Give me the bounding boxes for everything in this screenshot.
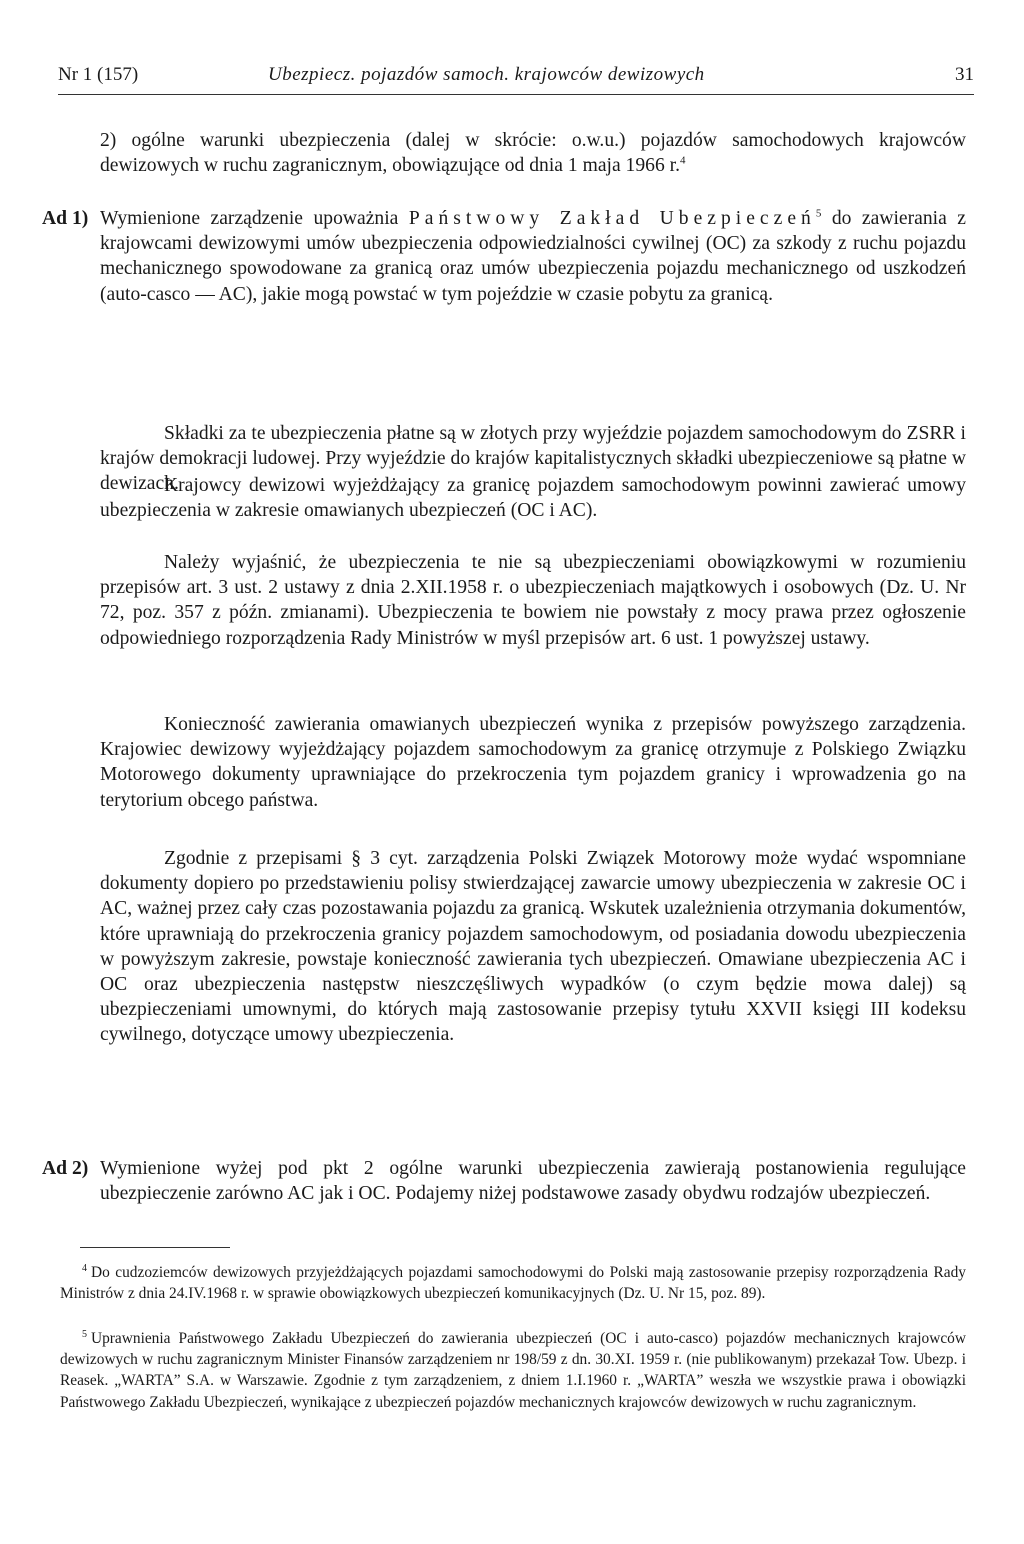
ad-2-paragraph-1: Wymienione wyżej pod pkt 2 ogólne warunki ubezpieczenia zawierają postanowienia regulujące ubezpieczenie zarówno AC jak i OC. Podajemy niżej podstawowe zasady obydwu rodzajów ubezpieczeń. — [100, 1158, 966, 1205]
item-2-text: 2) ogólne warunki ubezpieczenia (dalej w skrócie: o.w.u.) pojazdów samochodowych krajowców dewizowych w ruchu zagranicznym, obowiązujące od dnia 1 maja 1966 r. — [100, 130, 966, 177]
ad-1-paragraph-3: Krajowcy dewizowi wyjeżdżający za granicę pojazdem samochodowym powinni zawierać umowy ubezpieczenia w zakresie omawianych ubezpieczeń (OC i AC). — [100, 475, 966, 522]
running-title: Ubezpiecz. pojazdów samoch. krajowców dewizowych — [268, 64, 705, 85]
item-2-paragraph — [100, 128, 966, 178]
footnote-4-text: Do cudzoziemców dewizowych przyjeżdżających pojazdami samochodowymi do Polski mają zastosowanie przepisy rozporządzenia Rady Ministrów z dnia 24.IV.1968 r. w sprawie obowiązkowych ubezpieczeń komunikacyjnych (Dz. U. Nr 15, poz. 89). — [60, 1264, 966, 1303]
ad-1-p1-end: do zawierania z krajowcami dewizowymi umów ubezpieczenia odpowiedzialności cywilnej (OC) za szkody z ruchu pojazdu mechanicznego spowodowane za granicą oraz umów ubezpieczenia pojazdu mechanicznego od uszkodzeń (auto-casco — AC), jakie mogą powstać w tym pojeździe w czasie pobytu za granicą. — [100, 208, 966, 305]
ad-1-paragraph-1 — [100, 206, 966, 307]
ad-1-label: Ad 1) — [42, 208, 89, 229]
ad-2-label: Ad 2) — [42, 1158, 89, 1179]
ad-1-p1-start: Wymienione zarządzenie upoważnia — [100, 208, 399, 229]
footnote-5 — [60, 1328, 966, 1413]
footnote-4 — [60, 1262, 966, 1304]
issue-number: Nr 1 (157) — [58, 64, 139, 85]
ad-1-paragraph-6: Zgodnie z przepisami § 3 cyt. zarządzenia Polski Związek Motorowy może wydać wspomniane dokumenty dopiero po przedstawieniu polisy stwierdzającej zawarcie umowy ubezpieczenia w zakresie OC i AC, ważnej przez cały czas pozostawania pojazdu za granicą. Wskutek uzależnienia otrzymania dokumentów, które uprawniają do przekroczenia granicy pojazdem samochodowym, od posiadania dowodu ubezpieczenia w powyższym zakresie, powstaje konieczność zawierania tych ubezpieczeń. Omawiane ubezpieczenia AC i OC oraz ubezpieczenia następstw nieszczęśliwych wypadków (o czym będzie mowa dalej) są ubezpieczeniami umownymi, do których mają zastosowanie przepisy tytułu XXVII księgi III kodeksu cywilnego, dotyczące umowy ubezpieczenia. — [100, 848, 966, 1046]
ad-1-paragraph-5: Konieczność zawierania omawianych ubezpieczeń wynika z przepisów powyższego zarządzenia. Krajowiec dewizowy wyjeżdżający pojazdem samochodowym za granicę otrzymuje z Polskiego Związku Motorowego dokumenty uprawniające do przekroczenia tym pojazdem granicy i wprowadzenia go na terytorium obcego państwa. — [100, 714, 966, 811]
pzu-spaced-name: Państwowy Zakład Ubezpieczeń — [408, 208, 816, 229]
footnote-separator — [80, 1247, 230, 1248]
header-rule — [58, 94, 974, 95]
footnote-5-mark: 5 — [82, 1328, 87, 1340]
running-header — [58, 64, 974, 94]
footnote-4-mark: 4 — [82, 1262, 87, 1274]
ad-1-paragraph-2: Składki za te ubezpieczenia płatne są w złotych przy wyjeździe pojazdem samochodowym do ZSRR i krajów demokracji ludowej. Przy wyjeździe do krajów kapitalistycznych składki ubezpieczeniowe są płatne w dewizach. — [100, 423, 966, 495]
footnote-5-text: Uprawnienia Państwowego Zakładu Ubezpieczeń do zawierania ubezpieczeń (OC i auto-casco) pojazdów mechanicznych krajowców dewizowych w ruchu zagranicznym Minister Finansów zarządzeniem nr 198/59 z dn. 30.XI. 1959 r. (nie publikowanym) przekazał Tow. Ubezp. i Reasek. „WARTA” S.A. w Warszawie. Zgodnie z tym zarządzeniem, z dniem 1.I.1960 r. „WARTA” weszła we wszystkie prawa i obowiązki Państwowego Zakładu Ubezpieczeń, wynikające z ubezpieczeń pojazdów mechanicznych krajowców dewizowych w ruchu zagranicznym. — [60, 1330, 966, 1411]
ad-1-paragraph-4: Należy wyjaśnić, że ubezpieczenia te nie są ubezpieczeniami obowiązkowymi w rozumieniu przepisów art. 3 ust. 2 ustawy z dnia 2.XII.1958 r. o ubezpieczeniach majątkowych i osobowych (Dz. U. Nr 72, poz. 357 z późn. zmianami). Ubezpieczenia te bowiem nie powstały z mocy prawa przez ogłoszenie odpowiedniego rozporządzenia Rady Ministrów w myśl przepisów art. 6 ust. 1 powyższej ustawy. — [100, 552, 966, 649]
page-number: 31 — [955, 64, 974, 85]
footnote-ref-5: 5 — [815, 207, 822, 220]
footnote-ref-4: 4 — [680, 154, 686, 167]
